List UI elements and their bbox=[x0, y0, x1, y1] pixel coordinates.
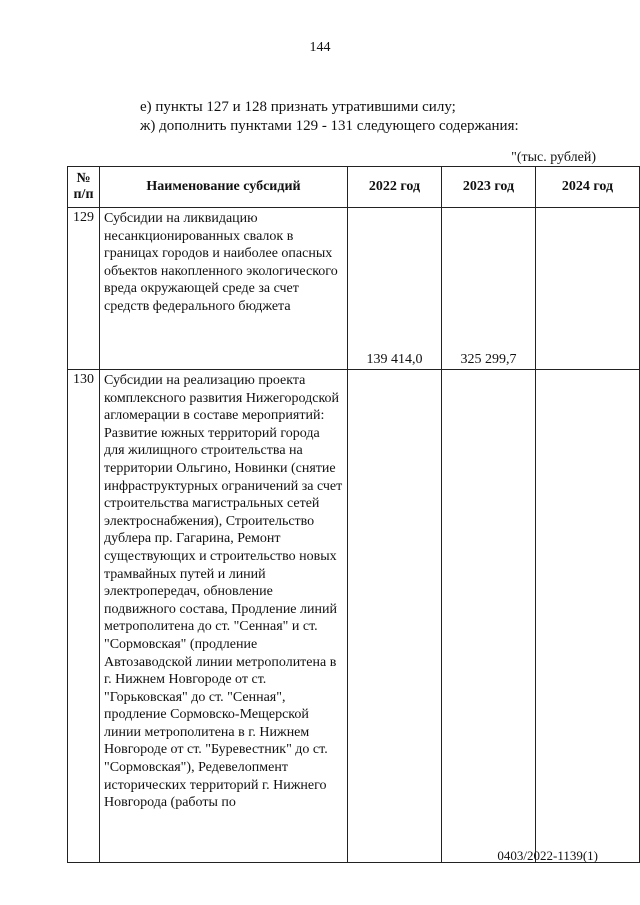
units-note: "(тыс. рублей) bbox=[511, 150, 596, 165]
header-number-line1: № bbox=[76, 171, 91, 186]
table-row bbox=[68, 208, 640, 370]
header-2022: 2022 год bbox=[348, 167, 442, 208]
intro-text bbox=[140, 98, 519, 136]
row-number: 129 bbox=[68, 208, 100, 370]
table-header-row bbox=[68, 167, 640, 208]
value-2022 bbox=[348, 370, 442, 863]
subsidy-name: Субсидии на ликвидацию несанкционированных свалок в границах городов и наиболее опасных объектов накопленного экологического вреда окружающей среде за счет средств федерального бюджета bbox=[100, 208, 348, 370]
document-code: 0403/2022-1139(1) bbox=[497, 848, 598, 863]
row-number: 130 bbox=[68, 370, 100, 863]
subsidy-name: Субсидии на реализацию проекта комплексного развития Нижегородской агломерации в составе мероприятий: Развитие южных территорий города для жилищного строительства на территории Ольгино, Новинки (снятие инфраструктурных ограничений за счет строительства магистральных сетей электроснабжения), Строительство дублера пр. Гагарина, Ремонт существующих и строительство новых трамвайных путей и линий электропередач, обновление подвижного состава, Продление линий метрополитена до ст. "Сенная" и ст. "Сормовская" (продление Автозаводской линии метрополитена в г. Нижнем Новгороде от ст. "Горьковская" до ст. "Сенная", продление Сормовско-Мещерской линии метрополитена в г. Нижнем Новгороде от ст. "Буревестник" до ст. "Сормовская"), Редевелопмент исторических территорий г. Нижнего Новгорода (работы по bbox=[100, 370, 348, 863]
header-2023: 2023 год bbox=[442, 167, 536, 208]
value-2024 bbox=[536, 208, 640, 370]
page-number: 144 bbox=[309, 40, 331, 55]
header-number-line2: п/п bbox=[73, 187, 94, 202]
intro-line-1: е) пункты 127 и 128 признать утратившими силу; bbox=[140, 99, 456, 115]
intro-line-2: ж) дополнить пунктами 129 - 131 следующего содержания: bbox=[140, 118, 519, 134]
value-2024 bbox=[536, 370, 640, 863]
subsidies-table bbox=[67, 166, 640, 863]
header-2024: 2024 год bbox=[536, 167, 640, 208]
header-name: Наименование субсидий bbox=[100, 167, 348, 208]
value-2023 bbox=[442, 370, 536, 863]
value-2023: 325 299,7 bbox=[442, 208, 536, 370]
header-number bbox=[68, 167, 100, 208]
table-row bbox=[68, 370, 640, 863]
value-2022: 139 414,0 bbox=[348, 208, 442, 370]
